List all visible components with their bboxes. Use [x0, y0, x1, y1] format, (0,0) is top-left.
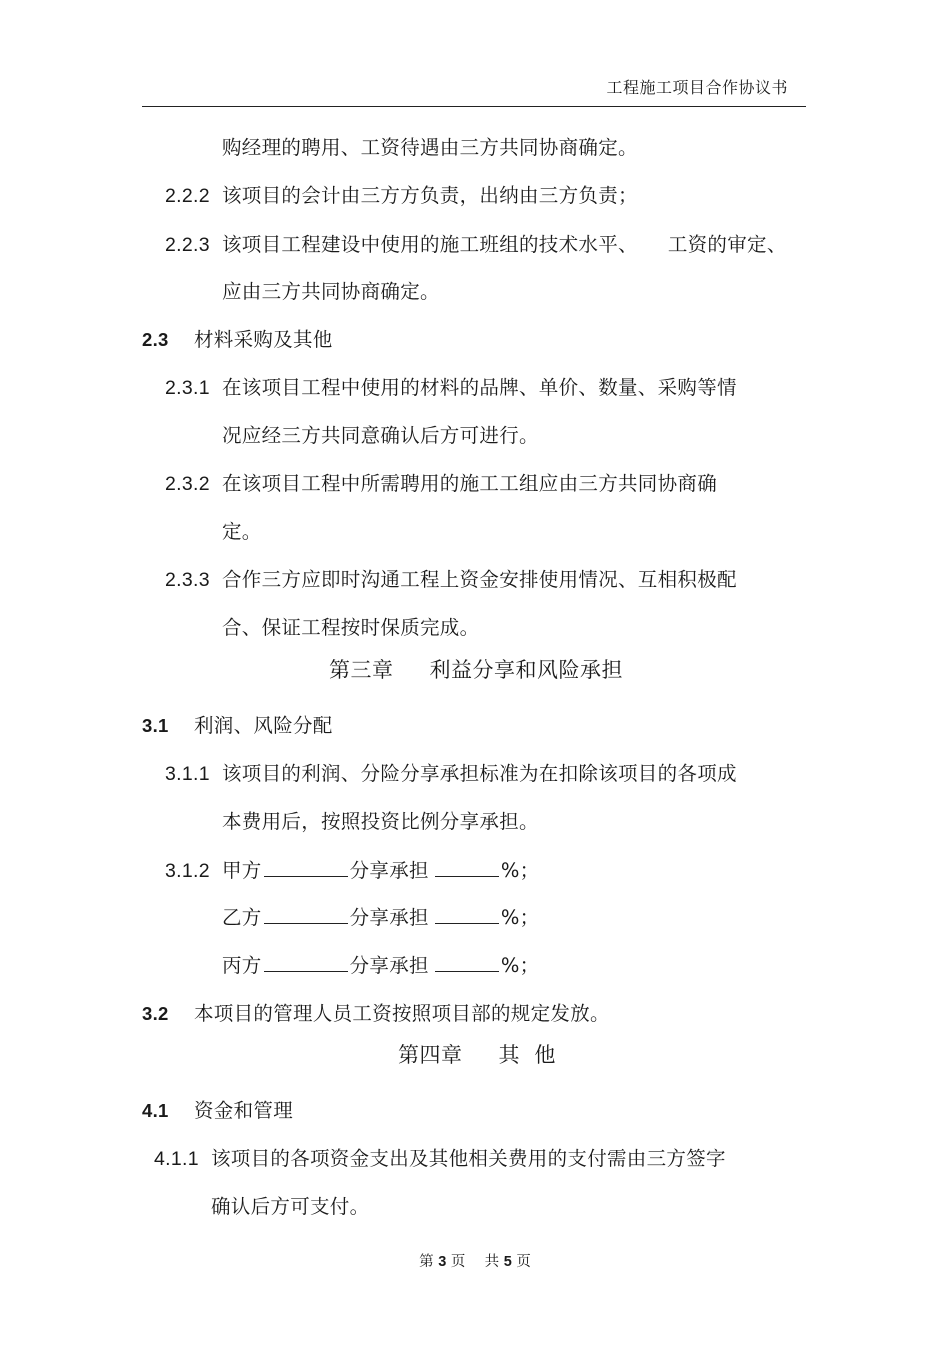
percent-sign: %；	[500, 906, 540, 929]
clause-number: 3.1.1	[165, 763, 210, 785]
clause-3-1-1-cont	[222, 810, 539, 834]
chapter-title: 利益分享和风险承担	[429, 658, 623, 682]
section-3-2	[142, 1002, 610, 1026]
party-label: 丙方	[222, 954, 262, 977]
clause-text: 本费用后，按照投资比例分享承担。	[222, 810, 539, 833]
party-label: 乙方	[222, 906, 262, 929]
section-4-1	[142, 1099, 293, 1123]
party-name-blank[interactable]	[264, 905, 348, 924]
clause-text: 合作三方应即时沟通工程上资金安排使用情况、互相积极配	[222, 568, 737, 591]
party-name-blank[interactable]	[264, 858, 348, 877]
clause-4-1-1	[154, 1147, 726, 1171]
percentage-blank[interactable]	[435, 905, 499, 924]
section-heading: 资金和管理	[194, 1099, 294, 1122]
current-page-number: 3	[438, 1254, 447, 1270]
percent-sign: %；	[500, 954, 540, 977]
clause-number: 2.3.3	[165, 569, 210, 591]
section-number: 2.3	[142, 329, 169, 350]
clause-text: 合、保证工程按时保质完成。	[222, 616, 480, 639]
clause-number: 2.2.3	[165, 234, 210, 256]
chapter-3-heading	[329, 657, 623, 683]
percentage-blank[interactable]	[435, 858, 499, 877]
clause-text: 该项目的利润、分险分享承担标准为在扣除该项目的各项成	[222, 762, 737, 785]
share-row-yi	[222, 905, 539, 930]
clause-2-2-3-cont	[222, 280, 440, 304]
clause-2-3-1	[165, 376, 737, 400]
page-footer	[0, 1253, 950, 1271]
clause-3-1-1	[165, 762, 737, 786]
total-prefix: 共	[484, 1254, 500, 1270]
total-suffix: 页	[516, 1254, 531, 1270]
clause-text: 定。	[222, 520, 262, 543]
paragraph-continuation	[222, 136, 638, 160]
clause-2-3-3	[165, 568, 737, 592]
chapter-number: 第三章	[329, 658, 394, 682]
section-number: 3.1	[142, 715, 169, 736]
party-name-blank[interactable]	[264, 953, 348, 972]
paragraph-text: 购经理的聘用、工资待遇由三方共同协商确定。	[222, 136, 638, 159]
clause-text: 应由三方共同协商确定。	[222, 280, 440, 303]
page-header	[142, 78, 806, 107]
percentage-blank[interactable]	[435, 953, 499, 972]
clause-3-1-2	[165, 858, 539, 883]
share-label: 分享承担	[349, 906, 429, 929]
clause-text: 况应经三方共同意确认后方可进行。	[222, 424, 539, 447]
section-heading: 利润、风险分配	[194, 714, 333, 737]
chapter-4-heading	[398, 1042, 556, 1068]
clause-2-3-2-cont	[222, 520, 262, 544]
clause-2-3-3-cont	[222, 616, 479, 640]
clause-text: 在该项目工程中使用的材料的品牌、单价、数量、采购等情	[222, 376, 737, 399]
section-heading: 本项目的管理人员工资按照项目部的规定发放。	[194, 1002, 610, 1025]
percent-sign: %；	[500, 859, 540, 882]
clause-text: 在该项目工程中所需聘用的施工工组应由三方共同协商确	[222, 472, 718, 495]
clause-number: 3.1.2	[165, 860, 210, 882]
clause-2-2-3	[165, 233, 787, 257]
chapter-title: 其 他	[498, 1043, 556, 1067]
clause-number: 2.3.2	[165, 473, 210, 495]
party-label: 甲方	[222, 859, 262, 882]
clause-2-2-2	[165, 184, 638, 208]
section-3-1	[142, 714, 333, 738]
page-suffix: 页	[450, 1254, 466, 1270]
clause-text: 该项目的各项资金支出及其他相关费用的支付需由三方签字	[211, 1147, 726, 1170]
clause-number: 4.1.1	[154, 1148, 199, 1170]
section-2-3	[142, 328, 333, 352]
clause-text-cont: 工资的审定、	[667, 233, 787, 256]
share-row-bing	[222, 953, 539, 978]
clause-number: 2.3.1	[165, 377, 210, 399]
clause-number: 2.2.2	[165, 185, 210, 207]
share-label: 分享承担	[349, 859, 429, 882]
section-number: 4.1	[142, 1100, 169, 1121]
clause-2-3-1-cont	[222, 424, 539, 448]
chapter-number: 第四章	[398, 1043, 463, 1067]
section-heading: 材料采购及其他	[194, 328, 333, 351]
clause-text: 该项目的会计由三方方负责，出纳由三方负责；	[222, 184, 638, 207]
share-label: 分享承担	[349, 954, 429, 977]
document-title: 工程施工项目合作协议书	[606, 78, 788, 97]
clause-4-1-1-cont	[211, 1195, 369, 1219]
page-prefix: 第	[419, 1254, 434, 1270]
total-page-count: 5	[503, 1254, 512, 1270]
section-number: 3.2	[142, 1003, 169, 1024]
clause-2-3-2	[165, 472, 717, 496]
clause-text: 确认后方可支付。	[211, 1195, 370, 1218]
clause-text: 该项目工程建设中使用的施工班组的技术水平、	[222, 233, 638, 256]
